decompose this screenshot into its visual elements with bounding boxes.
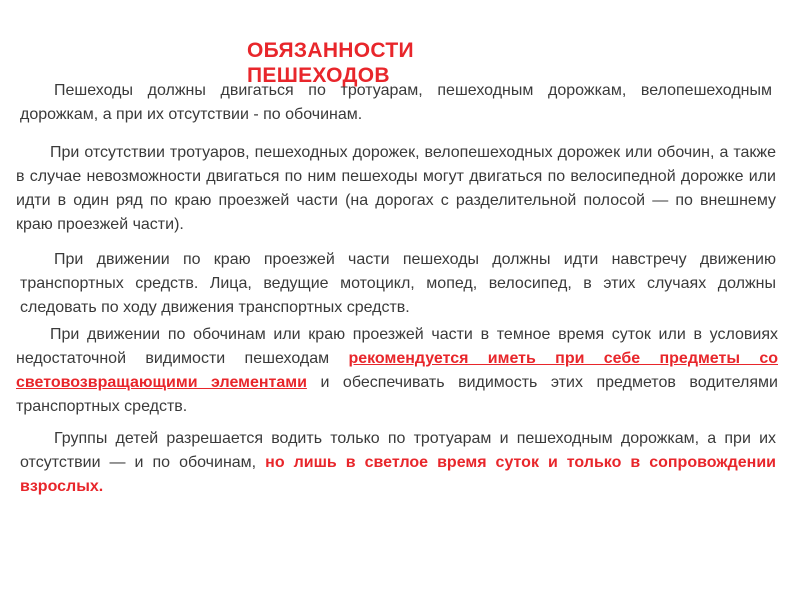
paragraph-dark-time-before: При движении по обочинам или краю проезжей части в темное время суток или в условиях недостаточной видимости пешеходам [16,326,778,367]
paragraph-children-groups-highlight: но лишь в светлое время суток и только в сопровождении взрослых. [20,454,777,495]
paragraph-children-groups [20,427,776,499]
paragraph-roadway-edge-text: При движении по краю проезжей части пешеходы должны идти навстречу движению транспортных средств. Лица, ведущие мотоцикл, мопед, велосипед, в этих случаях должны следовать по ходу движения транспортных средств. [20,251,776,316]
slide-title-line1: ОБЯЗАННОСТИ [247,39,414,62]
paragraph-roadway-edge [20,248,776,320]
paragraph-sidewalks [20,79,772,127]
paragraph-children-groups-before: Группы детей разрешается водить только по тротуарам и пешеходным дорожкам, а при их отсутствии — и по обочинам, [20,430,776,471]
paragraph-dark-time [16,323,778,419]
paragraph-sidewalks-text: Пешеходы должны двигаться по тротуарам, пешеходным дорожкам, велопешеходным дорожкам, а при их отсутствии - по обочинам. [20,82,772,123]
paragraph-dark-time-highlight: рекомендуется иметь при себе предметы со световозвращающими элементами [16,350,778,391]
paragraph-dark-time-after: и обеспечивать видимость этих предметов водителями транспортных средств. [16,374,778,415]
paragraph-no-sidewalks-text: При отсутствии тротуаров, пешеходных дорожек, велопешеходных дорожек или обочин, а также в случае невозможности двигаться по ним пешеходы могут двигаться по велосипедной дорожке или идти в один ряд по краю проезжей части (на дорогах с разделительной полосой — по внешнему краю проезжей части). [16,144,776,233]
paragraph-no-sidewalks [16,141,776,237]
slide-title-line2: ПЕШЕХОДОВ [247,64,390,87]
